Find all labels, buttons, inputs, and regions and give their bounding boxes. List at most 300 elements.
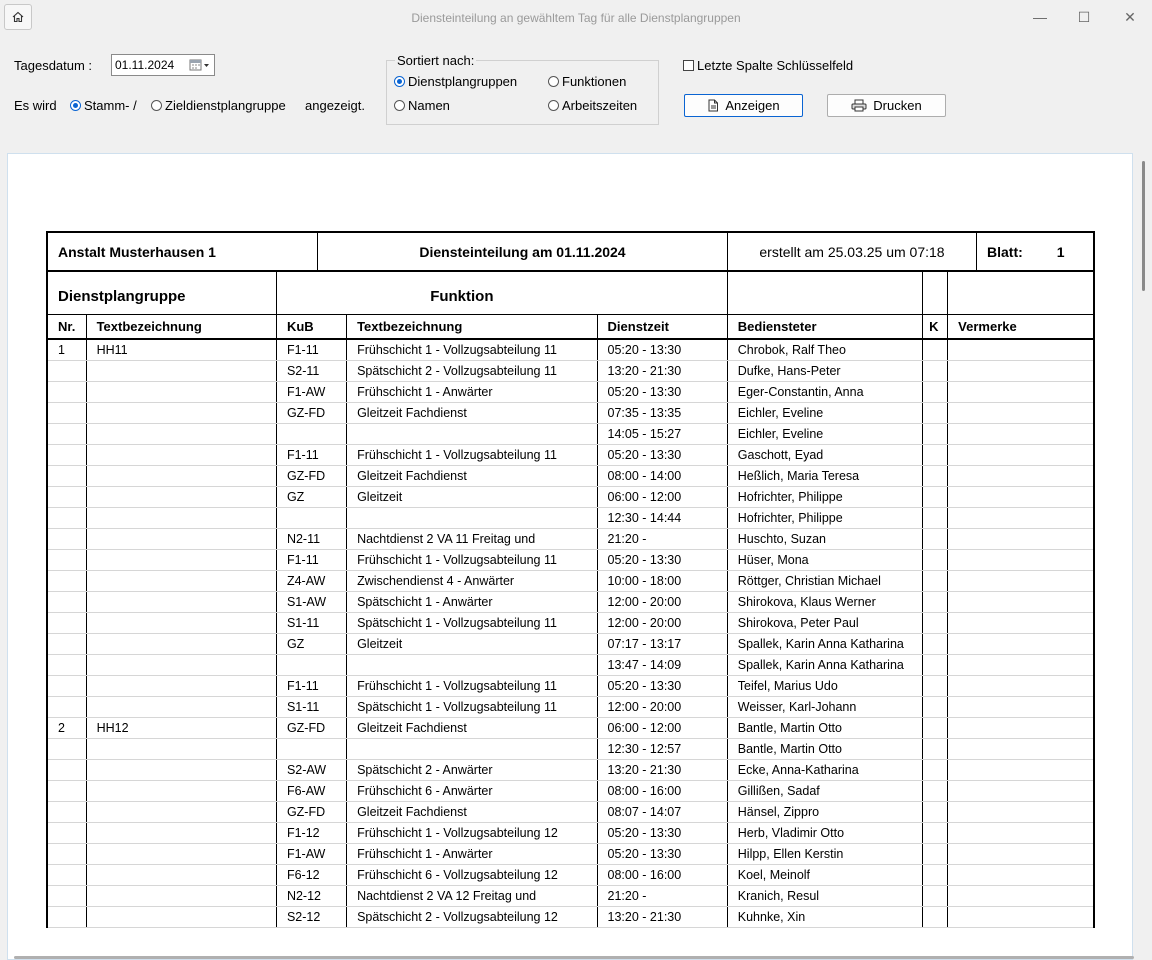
header-blank — [727, 272, 922, 315]
cell-vermerke — [948, 886, 1094, 907]
cell-dienstzeit: 14:05 - 15:27 — [597, 424, 727, 445]
cell-vermerke — [948, 487, 1094, 508]
radio-unchecked-icon — [548, 100, 559, 111]
cell-group-text — [86, 886, 276, 907]
cell-group-text — [86, 508, 276, 529]
cell-dienstzeit: 08:07 - 14:07 — [597, 802, 727, 823]
cell-nr — [47, 424, 86, 445]
cell-bediensteter: Ecke, Anna-Katharina — [727, 760, 922, 781]
cell-dienstzeit: 10:00 - 18:00 — [597, 571, 727, 592]
cell-bediensteter: Röttger, Christian Michael — [727, 571, 922, 592]
cell-function-text — [347, 424, 597, 445]
cell-kub: S1-11 — [276, 613, 346, 634]
cell-function-text: Spätschicht 1 - Anwärter — [347, 592, 597, 613]
cell-bediensteter: Teifel, Marius Udo — [727, 676, 922, 697]
cell-function-text: Nachtdienst 2 VA 11 Freitag und — [347, 529, 597, 550]
col-funktion-text: Textbezeichnung — [347, 315, 597, 340]
cell-bediensteter: Kranich, Resul — [727, 886, 922, 907]
cell-nr — [47, 634, 86, 655]
cell-function-text — [347, 508, 597, 529]
blatt-label: Blatt: — [987, 243, 1023, 260]
table-row — [47, 823, 1094, 844]
report-title: Diensteinteilung am 01.11.2024 — [318, 233, 728, 270]
cell-function-text: Gleitzeit Fachdienst — [347, 466, 597, 487]
table-row — [47, 676, 1094, 697]
cell-k — [923, 424, 948, 445]
cell-k — [923, 739, 948, 760]
cell-vermerke — [948, 424, 1094, 445]
cell-bediensteter: Bantle, Martin Otto — [727, 739, 922, 760]
institution-name: Anstalt Musterhausen 1 — [48, 233, 318, 270]
cell-kub: F1-11 — [276, 676, 346, 697]
vertical-scrollbar[interactable] — [1136, 153, 1152, 960]
table-row — [47, 592, 1094, 613]
cell-dienstzeit: 12:30 - 14:44 — [597, 508, 727, 529]
function-header: Funktion — [276, 272, 727, 315]
sort-option-label: Arbeitszeiten — [562, 98, 638, 113]
stamm-radio[interactable] — [70, 98, 137, 113]
cell-k — [923, 823, 948, 844]
cell-nr — [47, 445, 86, 466]
header-blank — [923, 272, 948, 315]
cell-vermerke — [948, 403, 1094, 424]
cell-nr — [47, 739, 86, 760]
report-table — [46, 272, 1095, 928]
table-row — [47, 445, 1094, 466]
cell-group-text — [86, 823, 276, 844]
cell-k — [923, 865, 948, 886]
cell-group-text — [86, 445, 276, 466]
cell-bediensteter: Hofrichter, Philippe — [727, 487, 922, 508]
anzeigen-label: Anzeigen — [725, 98, 780, 113]
cell-vermerke — [948, 592, 1094, 613]
cell-group-text — [86, 802, 276, 823]
cell-dienstzeit: 05:20 - 13:30 — [597, 445, 727, 466]
cell-k — [923, 760, 948, 781]
letzte-spalte-checkbox[interactable] — [683, 58, 853, 73]
cell-group-text — [86, 676, 276, 697]
cell-kub: S2-AW — [276, 760, 346, 781]
table-row — [47, 655, 1094, 676]
sort-option-label: Dienstplangruppen — [408, 74, 518, 89]
cell-vermerke — [948, 466, 1094, 487]
cell-bediensteter: Herb, Vladimir Otto — [727, 823, 922, 844]
cell-group-text — [86, 361, 276, 382]
cell-dienstzeit: 08:00 - 14:00 — [597, 466, 727, 487]
drucken-label: Drucken — [873, 98, 922, 113]
cell-function-text: Spätschicht 1 - Vollzugsabteilung 11 — [347, 613, 597, 634]
cell-k — [923, 844, 948, 865]
cell-vermerke — [948, 655, 1094, 676]
horizontal-scrollbar[interactable] — [14, 956, 1134, 959]
cell-k — [923, 886, 948, 907]
cell-function-text: Gleitzeit Fachdienst — [347, 403, 597, 424]
cell-bediensteter: Eichler, Eveline — [727, 424, 922, 445]
cell-nr — [47, 361, 86, 382]
cell-function-text: Spätschicht 2 - Anwärter — [347, 760, 597, 781]
col-k: K — [923, 315, 948, 340]
cell-vermerke — [948, 339, 1094, 361]
title-bar — [0, 0, 1152, 34]
letzte-spalte-label: Letzte Spalte Schlüsselfeld — [697, 58, 854, 73]
drucken-button[interactable] — [827, 94, 946, 117]
group-header-row — [47, 272, 1094, 315]
cell-kub — [276, 655, 346, 676]
cell-bediensteter: Huschto, Suzan — [727, 529, 922, 550]
cell-group-text — [86, 466, 276, 487]
cell-bediensteter: Eichler, Eveline — [727, 403, 922, 424]
cell-nr — [47, 382, 86, 403]
cell-bediensteter: Chrobok, Ralf Theo — [727, 339, 922, 361]
cell-function-text: Gleitzeit — [347, 487, 597, 508]
cell-function-text: Frühschicht 1 - Vollzugsabteilung 11 — [347, 339, 597, 361]
table-row — [47, 361, 1094, 382]
radio-checked-icon — [394, 76, 405, 87]
cell-group-text — [86, 655, 276, 676]
group-header: Dienstplangruppe — [58, 287, 186, 305]
cell-function-text: Zwischendienst 4 - Anwärter — [347, 571, 597, 592]
cell-kub: F1-AW — [276, 382, 346, 403]
cell-bediensteter: Spallek, Karin Anna Katharina — [727, 634, 922, 655]
cell-nr — [47, 676, 86, 697]
cell-function-text: Frühschicht 6 - Vollzugsabteilung 12 — [347, 865, 597, 886]
cell-k — [923, 592, 948, 613]
scroll-thumb[interactable] — [1142, 161, 1145, 291]
sort-title: Sortiert nach: — [397, 53, 475, 68]
cell-k — [923, 529, 948, 550]
window-title: Diensteinteilung an gewähltem Tag für alle Dienstplangruppen — [411, 11, 741, 25]
cell-dienstzeit: 07:35 - 13:35 — [597, 403, 727, 424]
cell-kub: GZ — [276, 634, 346, 655]
cell-k — [923, 339, 948, 361]
cell-group-text — [86, 613, 276, 634]
cell-kub: GZ — [276, 487, 346, 508]
cell-kub: GZ-FD — [276, 802, 346, 823]
cell-vermerke — [948, 697, 1094, 718]
cell-group-text — [86, 529, 276, 550]
cell-nr — [47, 844, 86, 865]
cell-function-text: Frühschicht 1 - Anwärter — [347, 382, 597, 403]
cell-kub: N2-11 — [276, 529, 346, 550]
cell-nr — [47, 550, 86, 571]
cell-vermerke — [948, 802, 1094, 823]
cell-bediensteter: Shirokova, Peter Paul — [727, 613, 922, 634]
cell-dienstzeit: 12:00 - 20:00 — [597, 613, 727, 634]
cell-bediensteter: Shirokova, Klaus Werner — [727, 592, 922, 613]
cell-group-text — [86, 697, 276, 718]
sort-namen-radio[interactable] — [394, 98, 450, 113]
ziel-label: Zieldienstplangruppe — [165, 98, 286, 113]
cell-vermerke — [948, 718, 1094, 739]
table-row — [47, 487, 1094, 508]
cell-k — [923, 802, 948, 823]
cell-dienstzeit: 05:20 - 13:30 — [597, 823, 727, 844]
table-row — [47, 634, 1094, 655]
cell-function-text: Frühschicht 1 - Vollzugsabteilung 11 — [347, 676, 597, 697]
radio-unchecked-icon — [548, 76, 559, 87]
date-label: Tagesdatum : — [14, 58, 93, 73]
cell-k — [923, 466, 948, 487]
cell-vermerke — [948, 529, 1094, 550]
cell-kub: F6-12 — [276, 865, 346, 886]
cell-bediensteter: Koel, Meinolf — [727, 865, 922, 886]
cell-k — [923, 676, 948, 697]
cell-dienstzeit: 08:00 - 16:00 — [597, 865, 727, 886]
cell-k — [923, 655, 948, 676]
cell-dienstzeit: 12:00 - 20:00 — [597, 592, 727, 613]
es-wird-label: Es wird — [14, 98, 57, 113]
cell-bediensteter: Kuhnke, Xin — [727, 907, 922, 928]
cell-dienstzeit: 06:00 - 12:00 — [597, 718, 727, 739]
cell-dienstzeit: 08:00 - 16:00 — [597, 781, 727, 802]
cell-kub: S1-AW — [276, 592, 346, 613]
report-rows — [47, 339, 1094, 928]
cell-k — [923, 634, 948, 655]
date-input[interactable] — [111, 54, 215, 76]
cell-kub: GZ-FD — [276, 403, 346, 424]
cell-k — [923, 571, 948, 592]
radio-unchecked-icon — [151, 100, 162, 111]
cell-group-text — [86, 844, 276, 865]
document-icon — [707, 99, 719, 112]
cell-nr — [47, 487, 86, 508]
cell-dienstzeit: 05:20 - 13:30 — [597, 339, 727, 361]
report-header — [46, 231, 1095, 272]
cell-group-text — [86, 739, 276, 760]
cell-nr: 1 — [47, 339, 86, 361]
table-row — [47, 865, 1094, 886]
col-vermerke: Vermerke — [948, 315, 1094, 340]
cell-dienstzeit: 06:00 - 12:00 — [597, 487, 727, 508]
table-row — [47, 403, 1094, 424]
table-row — [47, 529, 1094, 550]
cell-dienstzeit: 05:20 - 13:30 — [597, 550, 727, 571]
cell-group-text — [86, 865, 276, 886]
cell-dienstzeit: 12:00 - 20:00 — [597, 697, 727, 718]
cell-nr — [47, 697, 86, 718]
cell-nr — [47, 655, 86, 676]
table-row — [47, 424, 1094, 445]
stamm-label: Stamm- / — [84, 98, 137, 113]
cell-group-text — [86, 424, 276, 445]
radio-unchecked-icon — [394, 100, 405, 111]
cell-function-text: Frühschicht 1 - Vollzugsabteilung 12 — [347, 823, 597, 844]
cell-group-text — [86, 571, 276, 592]
cell-kub: GZ-FD — [276, 466, 346, 487]
cell-dienstzeit: 21:20 - — [597, 886, 727, 907]
cell-bediensteter: Hüser, Mona — [727, 550, 922, 571]
col-nr: Nr. — [47, 315, 86, 340]
report-page — [46, 231, 1095, 928]
table-row — [47, 613, 1094, 634]
table-row — [47, 382, 1094, 403]
cell-kub: F1-12 — [276, 823, 346, 844]
cell-vermerke — [948, 445, 1094, 466]
cell-dienstzeit: 05:20 - 13:30 — [597, 676, 727, 697]
cell-function-text: Nachtdienst 2 VA 12 Freitag und — [347, 886, 597, 907]
cell-group-text — [86, 907, 276, 928]
date-value: 01.11.2024 — [115, 58, 175, 72]
cell-vermerke — [948, 760, 1094, 781]
table-row — [47, 339, 1094, 361]
radio-checked-icon — [70, 100, 81, 111]
cell-nr — [47, 865, 86, 886]
sort-option-label: Namen — [408, 98, 450, 113]
cell-k — [923, 781, 948, 802]
cell-vermerke — [948, 634, 1094, 655]
cell-dienstzeit: 05:20 - 13:30 — [597, 844, 727, 865]
cell-function-text: Frühschicht 1 - Vollzugsabteilung 11 — [347, 445, 597, 466]
cell-group-text: HH12 — [86, 718, 276, 739]
cell-kub: S1-11 — [276, 697, 346, 718]
cell-function-text: Spätschicht 2 - Vollzugsabteilung 12 — [347, 907, 597, 928]
report-created: erstellt am 25.03.25 um 07:18 — [728, 233, 977, 270]
cell-dienstzeit: 13:20 - 21:30 — [597, 907, 727, 928]
cell-k — [923, 550, 948, 571]
cell-kub: F1-AW — [276, 844, 346, 865]
cell-function-text: Frühschicht 1 - Vollzugsabteilung 11 — [347, 550, 597, 571]
table-row — [47, 760, 1094, 781]
cell-dienstzeit: 13:20 - 21:30 — [597, 760, 727, 781]
cell-vermerke — [948, 676, 1094, 697]
report-blatt — [977, 233, 1093, 270]
cell-k — [923, 613, 948, 634]
cell-vermerke — [948, 739, 1094, 760]
cell-vermerke — [948, 361, 1094, 382]
cell-kub: F1-11 — [276, 339, 346, 361]
cell-bediensteter: Gaschott, Eyad — [727, 445, 922, 466]
cell-bediensteter: Gillißen, Sadaf — [727, 781, 922, 802]
cell-dienstzeit: 13:47 - 14:09 — [597, 655, 727, 676]
cell-function-text — [347, 739, 597, 760]
calendar-button[interactable] — [189, 58, 211, 72]
cell-bediensteter: Spallek, Karin Anna Katharina — [727, 655, 922, 676]
calendar-icon — [189, 58, 211, 72]
cell-dienstzeit: 12:30 - 12:57 — [597, 739, 727, 760]
table-row — [47, 781, 1094, 802]
header-blank — [948, 272, 1094, 315]
cell-kub: F1-11 — [276, 550, 346, 571]
cell-nr — [47, 571, 86, 592]
cell-function-text: Spätschicht 1 - Vollzugsabteilung 11 — [347, 697, 597, 718]
table-row — [47, 844, 1094, 865]
cell-nr — [47, 592, 86, 613]
column-header-row — [47, 315, 1094, 340]
cell-function-text: Frühschicht 1 - Anwärter — [347, 844, 597, 865]
cell-kub — [276, 739, 346, 760]
cell-group-text — [86, 403, 276, 424]
anzeigen-button[interactable] — [684, 94, 803, 117]
table-row — [47, 697, 1094, 718]
cell-nr — [47, 760, 86, 781]
cell-vermerke — [948, 550, 1094, 571]
cell-nr — [47, 613, 86, 634]
cell-kub — [276, 424, 346, 445]
table-row — [47, 550, 1094, 571]
cell-group-text — [86, 382, 276, 403]
table-row — [47, 718, 1094, 739]
cell-vermerke — [948, 508, 1094, 529]
col-dienstzeit: Dienstzeit — [597, 315, 727, 340]
cell-vermerke — [948, 907, 1094, 928]
cell-vermerke — [948, 781, 1094, 802]
cell-nr — [47, 403, 86, 424]
cell-kub: GZ-FD — [276, 718, 346, 739]
sort-funktionen-radio[interactable] — [548, 74, 626, 89]
cell-vermerke — [948, 382, 1094, 403]
cell-bediensteter: Weisser, Karl-Johann — [727, 697, 922, 718]
cell-function-text: Frühschicht 6 - Anwärter — [347, 781, 597, 802]
table-row — [47, 907, 1094, 928]
checkbox-unchecked-icon — [683, 60, 694, 71]
table-row — [47, 508, 1094, 529]
cell-nr: 2 — [47, 718, 86, 739]
report-preview — [7, 153, 1133, 960]
minimize-button[interactable]: — — [1033, 9, 1047, 25]
cell-nr — [47, 508, 86, 529]
cell-kub — [276, 508, 346, 529]
cell-kub: Z4-AW — [276, 571, 346, 592]
col-bediensteter: Bediensteter — [727, 315, 922, 340]
cell-bediensteter: Hofrichter, Philippe — [727, 508, 922, 529]
ziel-radio[interactable] — [151, 98, 286, 113]
table-row — [47, 802, 1094, 823]
cell-group-text — [86, 487, 276, 508]
cell-k — [923, 487, 948, 508]
cell-function-text: Gleitzeit Fachdienst — [347, 718, 597, 739]
cell-bediensteter: Heßlich, Maria Teresa — [727, 466, 922, 487]
cell-nr — [47, 886, 86, 907]
cell-vermerke — [948, 844, 1094, 865]
sort-option-label: Funktionen — [562, 74, 627, 89]
cell-nr — [47, 529, 86, 550]
cell-kub: F1-11 — [276, 445, 346, 466]
table-row — [47, 739, 1094, 760]
cell-bediensteter: Bantle, Martin Otto — [727, 718, 922, 739]
sort-dienstplangruppen-radio[interactable] — [394, 74, 517, 89]
cell-function-text — [347, 655, 597, 676]
cell-dienstzeit: 07:17 - 13:17 — [597, 634, 727, 655]
table-row — [47, 571, 1094, 592]
cell-k — [923, 382, 948, 403]
cell-kub: S2-12 — [276, 907, 346, 928]
cell-bediensteter: Hilpp, Ellen Kerstin — [727, 844, 922, 865]
col-textbezeichnung: Textbezeichnung — [86, 315, 276, 340]
close-button[interactable]: ✕ — [1124, 8, 1136, 25]
sort-arbeitszeiten-radio[interactable] — [548, 98, 637, 113]
cell-group-text — [86, 634, 276, 655]
cell-dienstzeit: 21:20 - — [597, 529, 727, 550]
cell-k — [923, 907, 948, 928]
table-row — [47, 886, 1094, 907]
cell-function-text: Spätschicht 2 - Vollzugsabteilung 11 — [347, 361, 597, 382]
col-kub: KuB — [276, 315, 346, 340]
cell-group-text: HH11 — [86, 339, 276, 361]
cell-dienstzeit: 13:20 - 21:30 — [597, 361, 727, 382]
cell-kub: S2-11 — [276, 361, 346, 382]
cell-bediensteter: Hänsel, Zippro — [727, 802, 922, 823]
cell-kub: F6-AW — [276, 781, 346, 802]
sort-groupbox — [386, 60, 659, 125]
cell-function-text: Gleitzeit — [347, 634, 597, 655]
cell-k — [923, 697, 948, 718]
cell-k — [923, 508, 948, 529]
angezeigt-label: angezeigt. — [305, 98, 365, 113]
cell-group-text — [86, 760, 276, 781]
maximize-button[interactable]: ☐ — [1077, 8, 1091, 25]
cell-group-text — [86, 550, 276, 571]
printer-icon — [851, 99, 867, 112]
